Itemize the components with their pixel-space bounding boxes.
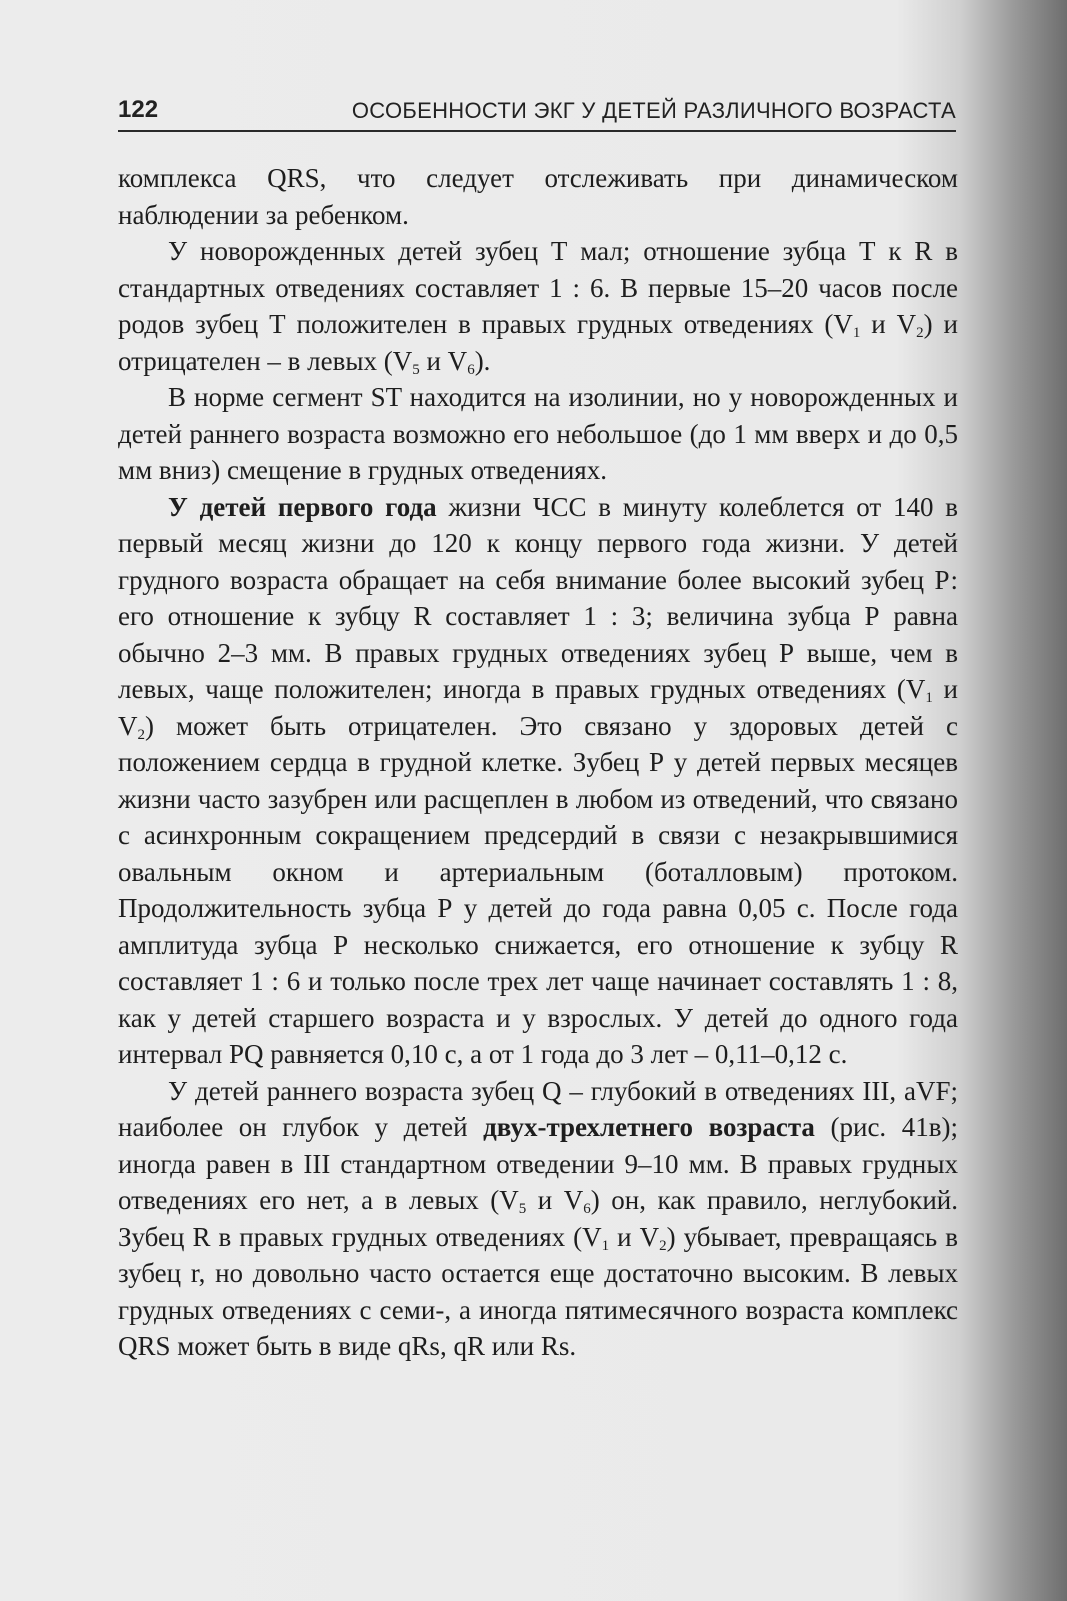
paragraph-2 [118,233,958,379]
paragraph-1 [118,160,958,233]
subscript: 6 [583,1201,591,1217]
subscript: 1 [852,325,861,341]
running-title: ОСОБЕННОСТИ ЭКГ У ДЕТЕЙ РАЗЛИЧНОГО ВОЗРАСТА [351,98,956,123]
subscript: 2 [916,325,924,341]
paragraph-3 [118,379,958,489]
paragraph-2-text-b: и V [860,309,917,339]
page-number: 122 [118,96,159,123]
subscript: 1 [601,1237,610,1254]
paragraph-1-text: комплекса QRS, что следует отслеживать при динамическом наблюдении за ребенком. [118,163,958,230]
subscript: 2 [659,1237,667,1254]
paragraph-5-text-b: (рис. 41в); иногда равен в III стандартном отведении 9–10 мм. В правых грудных отведениях его нет, а в левых (V [118,1112,958,1215]
paragraph-5-bold: двух-трехлетнего возраста [483,1112,815,1142]
paragraph-2-text-d: и V [419,345,468,376]
paragraph-5 [118,1073,958,1365]
subscript: 1 [925,690,933,706]
paragraph-5-text-d: ) он, как правило, неглубокий. Зубец R в правых грудных отведениях (V [118,1185,958,1252]
paragraph-4-text-b: и V [118,674,958,741]
paragraph-5-text-a: У детей раннего возраста зубец Q – глубокий в отведениях III, aVF; наиболее он глубок у детей [118,1075,958,1142]
paragraph-3-text: В норме сегмент ST находится на изолинии, но у новорожденных и детей раннего возраста возможно его небольшое (до 1 мм вверх и до 0,5 мм вниз) смещение в грудных отведениях. [118,382,958,485]
subscript: 5 [412,361,420,378]
page-header [118,90,956,132]
paragraph-4 [118,489,958,1073]
paragraph-5-text-c: и V [526,1185,584,1215]
paragraph-5-text-e: и V [609,1221,660,1252]
paragraph-4-text-a: жизни ЧСС в минуту колеблется от 140 в первый месяц жизни до 120 к концу первого года жизни. У детей грудного возраста обращает на себя внимание более высокий зубец Р: его отношение к зубцу R составляет 1 : 3; величина зубца Р равна обычно 2–3 мм. В правых грудных отведениях зубец Р выше, чем в левых, чаще положителен; иногда в правых грудных отведениях (V [118,491,958,704]
subscript: 5 [518,1201,527,1217]
paragraph-2-text-e: ). [474,345,491,376]
subscript: 6 [467,361,475,378]
paragraph-2-text-c: ) и отрицателен – в левых (V [118,309,958,376]
subscript: 2 [137,726,145,743]
paragraph-4-bold: У детей первого года [168,491,437,522]
paragraph-5-text-f: ) убывает, превращаясь в зубец r, но довольно часто остается еще достаточно высоким. В левых грудных отведениях с семи-, а иногда пятимесячного возраста комплекс QRS может быть в виде qRs, qR или Rs. [118,1221,958,1361]
body-text [118,160,958,1365]
paragraph-4-text-c: ) может быть отрицателен. Это связано у здоровых детей с положением сердца в грудной клетке. Зубец Р у детей первых месяцев жизни часто зазубрен или расщеплен в любом из отведений, что связано с асинхронным сокращением предсердий в связи с незакрывшимися овальным окном и артериальным (боталловым) протоком. Продолжительность зубца Р у детей до года равна 0,05 с. После года амплитуда зубца Р несколько снижается, его отношение к зубцу R составляет 1 : 6 и только после трех лет чаще начинает составлять 1 : 8, как у детей старшего возраста и у взрослых. У детей до одного года интервал PQ равняется 0,10 с, а от 1 года до 3 лет – 0,11–0,12 с. [118,710,958,1069]
paragraph-2-text-a: У новорожденных детей зубец Т мал; отношение зубца Т к R в стандартных отведениях составляет 1 : 6. В первые 15–20 часов после родов зубец Т положителен в правых грудных отведениях (V [118,236,958,339]
